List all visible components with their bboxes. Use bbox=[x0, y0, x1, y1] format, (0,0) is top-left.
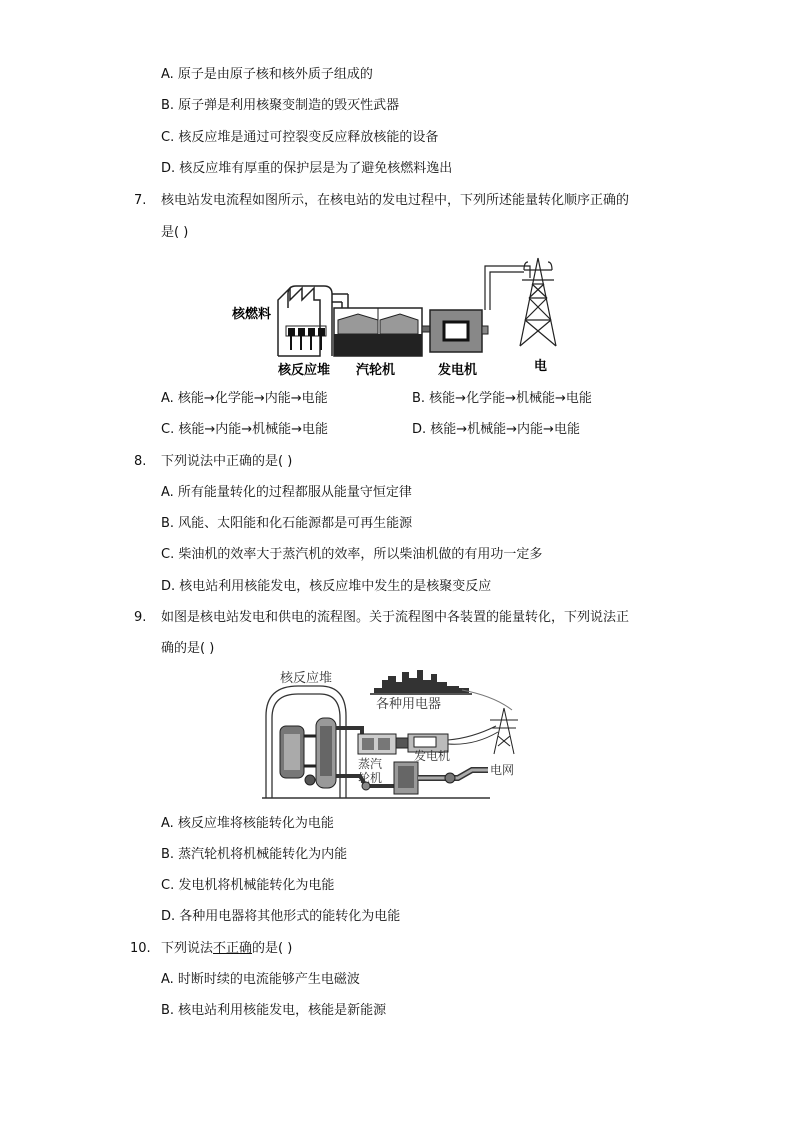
appliances-label: 各种用电器 bbox=[376, 697, 442, 712]
q10-option-b: B. 核电站利用核能发电，核能是新能源 bbox=[161, 1003, 387, 1018]
q9-option-c: C. 发电机将机械能转化为电能 bbox=[161, 878, 335, 893]
q7-option-c: C. 核能→内能→机械能→电能 bbox=[161, 422, 329, 437]
q9-stem-line2: 确的是( ) bbox=[161, 641, 215, 656]
q7-option-a: A. 核能→化学能→内能→电能 bbox=[161, 391, 328, 406]
turbine-label-2: 轮机 bbox=[358, 771, 383, 785]
turbine-drawing bbox=[334, 308, 422, 356]
q8-option-d: D. 核电站利用核能发电，核反应堆中发生的是核聚变反应 bbox=[161, 579, 492, 594]
q7-option-b: B. 核能→化学能→机械能→电能 bbox=[412, 391, 592, 406]
q10-stem bbox=[161, 940, 292, 958]
q8-number: 8. bbox=[134, 454, 147, 469]
generator-label: 发电机 bbox=[414, 749, 451, 763]
q10-option-a: A. 时断时续的电流能够产生电磁波 bbox=[161, 972, 360, 987]
transmission-tower-drawing bbox=[520, 258, 556, 346]
reactor-label: 核反应堆 bbox=[280, 671, 333, 686]
q6-option-d: D. 核反应堆有厚重的保护层是为了避免核燃料逸出 bbox=[161, 161, 453, 176]
q7-number: 7. bbox=[134, 193, 147, 208]
q9-option-b: B. 蒸汽轮机将机械能转化为内能 bbox=[161, 847, 348, 862]
generator-drawing bbox=[430, 310, 488, 352]
q9-stem-line1: 如图是核电站发电和供电的流程图。关于流程图中各装置的能量转化，下列说法正 bbox=[161, 610, 630, 625]
q6-option-a: A. 原子是由原子核和核外质子组成的 bbox=[161, 67, 373, 82]
q8-stem: 下列说法中正确的是( ) bbox=[161, 454, 293, 469]
turbine-label: 汽轮机 bbox=[356, 363, 396, 378]
q9-power-flow-figure bbox=[262, 666, 532, 806]
q7-stem-line2: 是( ) bbox=[161, 225, 189, 240]
generator-label: 发电机 bbox=[438, 363, 478, 378]
q9-option-a: A. 核反应堆将核能转化为电能 bbox=[161, 816, 334, 831]
q10-stem-underlined: 不正确 bbox=[213, 941, 253, 956]
q7-nuclear-plant-figure bbox=[228, 248, 568, 380]
city-skyline-drawing bbox=[374, 670, 469, 694]
q10-stem-before: 下列说法 bbox=[161, 941, 214, 956]
turbine-label-1: 蒸汽 bbox=[358, 757, 383, 771]
q8-option-b: B. 风能、太阳能和化石能源都是可再生能源 bbox=[161, 516, 413, 531]
reactor-label: 核反应堆 bbox=[278, 363, 331, 378]
q7-stem-line1: 核电站发电流程如图所示，在核电站的发电过程中，下列所述能量转化顺序正确的 bbox=[161, 193, 630, 208]
q6-option-c: C. 核反应堆是通过可控裂变反应释放核能的设备 bbox=[161, 130, 439, 145]
q9-number: 9. bbox=[134, 610, 147, 625]
grid-label: 电网 bbox=[490, 763, 515, 777]
fuel-label: 核燃料 bbox=[232, 307, 272, 322]
electricity-label: 电 bbox=[534, 359, 548, 374]
q10-number: 10. bbox=[130, 941, 151, 956]
q7-option-d: D. 核能→机械能→内能→电能 bbox=[412, 422, 580, 437]
q10-stem-after: 的是( ) bbox=[252, 941, 293, 956]
q9-option-d: D. 各种用电器将其他形式的能转化为电能 bbox=[161, 909, 401, 924]
q8-option-a: A. 所有能量转化的过程都服从能量守恒定律 bbox=[161, 485, 412, 500]
q8-option-c: C. 柴油机的效率大于蒸汽机的效率，所以柴油机做的有用功一定多 bbox=[161, 547, 543, 562]
q6-option-b: B. 原子弹是利用核聚变制造的毁灭性武器 bbox=[161, 98, 400, 113]
